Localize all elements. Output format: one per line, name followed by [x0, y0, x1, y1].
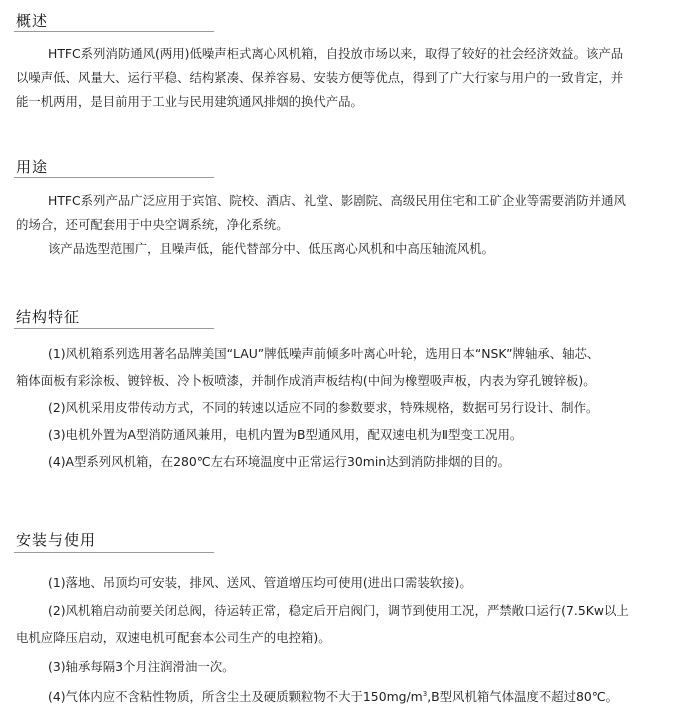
install-title-rule: [14, 552, 214, 553]
structure-line-2: 箱体面板有彩涂板、镀锌板、冷卜板喷漆，并制作成消声板结构(中间为橡塑吸声板，内表为穿孔镀锌板)。: [16, 373, 596, 388]
install-title: 安装与使用: [16, 531, 97, 549]
usage-title-rule: [14, 177, 214, 178]
usage-line-1: HTFC系列产品广泛应用于宾馆、院校、酒店、礼堂、影剧院、高级民用住宅和工矿企业等需要消防并通风: [48, 193, 626, 208]
overview-title: 概述: [16, 12, 49, 30]
install-line-5-text-b: ,B型风机箱气体温度不超过80℃。: [427, 689, 619, 704]
structure-section: [0, 302, 700, 482]
structure-line-3: (2)风机采用皮带传动方式，不同的转速以适应不同的参数要求，特殊规格，数据可另行设计、制作。: [48, 400, 599, 415]
install-line-2: (2)风机箱启动前要关闭总阀，待运转正常，稳定后开启阀门，调节到使用工况，严禁敞口运行(7.5Kw以上: [48, 603, 629, 618]
overview-section: [0, 0, 700, 120]
overview-line-2: 以噪声低、风量大、运行平稳、结构紧凑、保养容易、安装方便等优点，得到了广大行家与用户的一致肯定，并: [16, 70, 624, 85]
usage-section: [0, 150, 700, 270]
structure-line-4: (3)电机外置为A型消防通风兼用，电机内置为B型通风用，配双速电机为Ⅱ型变工况用。: [48, 427, 523, 442]
structure-title: 结构特征: [16, 308, 81, 326]
structure-line-5: (4)A型系列风机箱，在280℃左右环境温度中正常运行30min达到消防排烟的目的。: [48, 454, 511, 469]
install-line-5-superscript: 3: [422, 689, 428, 698]
install-section: [0, 526, 700, 717]
usage-line-2: 的场合，还可配套用于中央空调系统，净化系统。: [16, 217, 289, 232]
install-line-4: (3)轴承每隔3个月注润滑油一次。: [48, 659, 235, 674]
install-line-5-text-a: (4)气体内应不含粘性物质，所含尘土及硬质颗粒物不大于150mg/m: [48, 689, 423, 704]
install-line-5: [48, 689, 618, 705]
install-line-1: (1)落地、吊顶均可安装，排风、送风、管道增压均可使用(进出口需装软接)。: [48, 575, 472, 590]
structure-title-rule: [14, 328, 214, 329]
structure-line-1: (1)风机箱系列选用著名品牌美国“LAU”牌低噪声前倾多叶离心叶轮，选用日本“NSK”牌轴承、轴芯、: [48, 346, 600, 361]
overview-line-1: HTFC系列消防通风(两用)低噪声柜式离心风机箱，自投放市场以来，取得了较好的社会经济效益。该产品: [48, 46, 624, 61]
overview-title-rule: [14, 31, 214, 32]
install-line-3: 电机应降压启动，双速电机可配套本公司生产的电控箱)。: [16, 630, 331, 645]
usage-title: 用途: [16, 158, 49, 176]
usage-line-3: 该产品选型范围广，且噪声低，能代替部分中、低压离心风机和中高压轴流风机。: [48, 241, 495, 256]
overview-line-3: 能一机两用，是目前用于工业与民用建筑通风排烟的换代产品。: [16, 94, 363, 109]
